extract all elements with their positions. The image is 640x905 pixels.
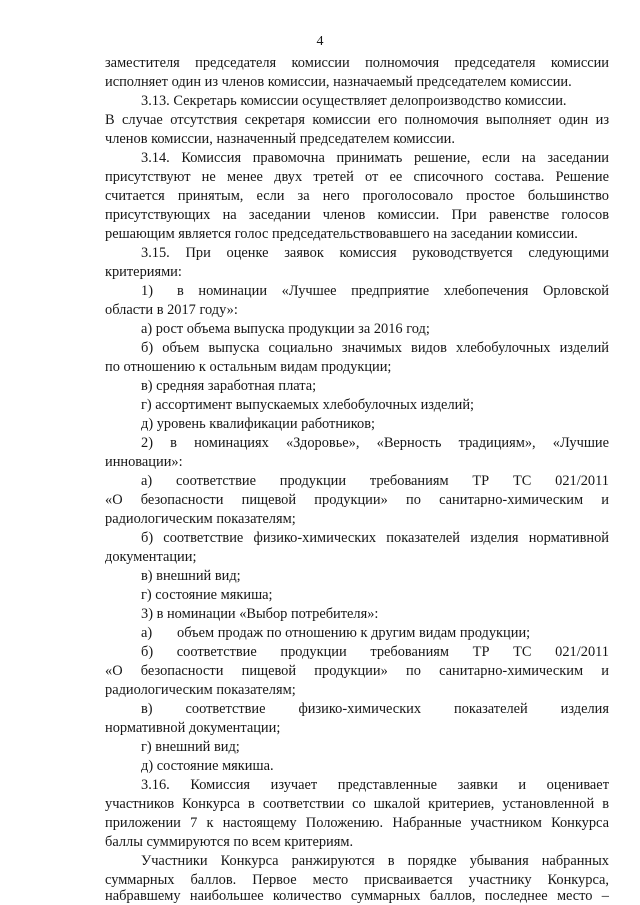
text-line: Участники Конкурса ранжируются в порядке убывания набранных [141, 853, 609, 869]
page-number: 4 [316, 34, 324, 49]
text-line: решающим является голос председательствовавшего на заседании комиссии. [105, 226, 578, 242]
text-line: В случае отсутствия секретаря комиссии его полномочия выполняет один из [105, 112, 609, 128]
text-line: суммарных баллов. Первое место присваивается участнику Конкурса, [105, 872, 609, 888]
text-line: б) объем выпуска социально значимых видов хлебобулочных изделий [141, 340, 609, 356]
text-line: а) соответствие продукции требованиям ТР ТС 021/2011 [141, 473, 609, 489]
list-marker: а) [141, 625, 153, 641]
text-line: 3.16. Комиссия изучает представленные заявки и оценивает [141, 777, 609, 793]
text-line: инновации»: [105, 454, 183, 470]
text-line: документации; [105, 549, 197, 565]
text-line: 3) в номинации «Выбор потребителя»: [141, 606, 379, 622]
text-line: приложении 7 к настоящему Положению. Набранные участником Конкурса [105, 815, 609, 831]
text-line: б) соответствие продукции требованиям ТР ТС 021/2011 [141, 644, 609, 660]
text-line: г) внешний вид; [141, 739, 240, 755]
list-item [141, 625, 609, 642]
list-marker: 1) [141, 283, 153, 299]
text-line: заместителя председателя комиссии полномочия председателя комиссии [105, 55, 609, 71]
text-line: 3.13. Секретарь комиссии осуществляет делопроизводство комиссии. [141, 93, 567, 109]
text-line: исполняет один из членов комиссии, назначаемый председателем комиссии. [105, 74, 572, 90]
text-line: г) ассортимент выпускаемых хлебобулочных изделий; [141, 397, 475, 413]
text-line: 3.15. При оценке заявок комиссия руководствуется следующими [141, 245, 609, 261]
text-line: членов комиссии, назначенный председателем комиссии. [105, 131, 455, 147]
text-line: в) внешний вид; [141, 568, 241, 584]
text-line: г) состояние мякиша; [141, 587, 273, 603]
text-line: критериями: [105, 264, 182, 280]
text-line: 2) в номинациях «Здоровье», «Верность традициям», «Лучшие [141, 435, 609, 451]
text-line: д) состояние мякиша. [141, 758, 274, 774]
list-text: объем продаж по отношению к другим видам продукции; [177, 625, 531, 641]
text-line: области в 2017 году»: [105, 302, 238, 318]
text-line: в) соответствие физико-химических показателей изделия [141, 701, 609, 717]
list-text: в номинации «Лучшее предприятие хлебопечения Орловской [177, 283, 609, 299]
text-line: радиологическим показателям; [105, 682, 296, 698]
text-line: «О безопасности пищевой продукции» по санитарно-химическим и [105, 492, 609, 508]
text-line: 3.14. Комиссия правомочна принимать решение, если на заседании [141, 150, 609, 166]
text-line: а) рост объема выпуска продукции за 2016 год; [141, 321, 430, 337]
text-line: присутствуют не менее двух третей от ее списочного состава. Решение [105, 169, 609, 185]
text-line: б) соответствие физико-химических показателей изделия нормативной [141, 530, 609, 546]
text-line: в) средняя заработная плата; [141, 378, 317, 394]
text-line: д) уровень квалификации работников; [141, 416, 375, 432]
text-line: по отношению к остальным видам продукции; [105, 359, 392, 375]
text-line: нормативной документации; [105, 720, 281, 736]
text-line: набравшему наибольшее количество суммарных баллов, последнее место – [105, 888, 609, 904]
text-line: радиологическим показателям; [105, 511, 296, 527]
text-line: баллы суммируются по всем критериям. [105, 834, 354, 850]
text-line: участников Конкурса в соответствии со шкалой критериев, установленной в [105, 796, 609, 812]
list-item [141, 283, 609, 300]
text-line: «О безопасности пищевой продукции» по санитарно-химическим и [105, 663, 609, 679]
text-line: присутствующих на заседании членов комиссии. При равенстве голосов [105, 207, 609, 223]
text-line: считается принятым, если за него проголосовало простое большинство [105, 188, 609, 204]
